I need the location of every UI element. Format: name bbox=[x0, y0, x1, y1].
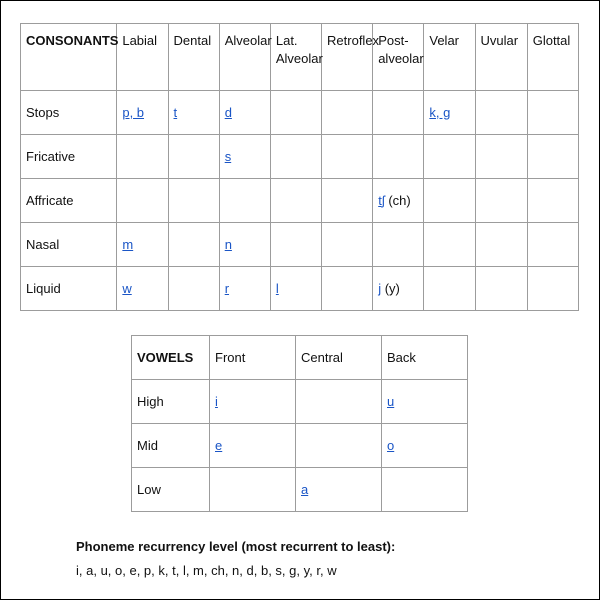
cell bbox=[322, 179, 373, 223]
column-header-retroflex: Retroflex bbox=[322, 24, 373, 91]
table-row bbox=[21, 179, 579, 223]
phoneme-link[interactable]: e bbox=[215, 437, 223, 453]
cell bbox=[117, 91, 168, 135]
column-header-post-alveolar: Post-alveolar bbox=[373, 24, 424, 91]
cell bbox=[168, 179, 219, 223]
table-row bbox=[21, 223, 579, 267]
table-row bbox=[21, 91, 579, 135]
phoneme-note: (y) bbox=[384, 280, 400, 296]
cell bbox=[424, 267, 475, 311]
cell bbox=[117, 135, 168, 179]
row-label-low: Low bbox=[132, 468, 210, 512]
cell bbox=[270, 91, 321, 135]
cell bbox=[210, 380, 296, 424]
phoneme-link[interactable]: n bbox=[224, 236, 232, 252]
cell bbox=[296, 424, 382, 468]
cell bbox=[373, 179, 424, 223]
table-row bbox=[21, 135, 579, 179]
column-header-velar: Velar bbox=[424, 24, 475, 91]
cell bbox=[382, 424, 468, 468]
cell bbox=[168, 223, 219, 267]
table-row bbox=[21, 267, 579, 311]
cell bbox=[210, 424, 296, 468]
cell bbox=[373, 223, 424, 267]
cell bbox=[270, 223, 321, 267]
cell bbox=[475, 267, 527, 311]
cell bbox=[210, 468, 296, 512]
row-label-fricative: Fricative bbox=[21, 135, 117, 179]
cell bbox=[424, 135, 475, 179]
cell bbox=[270, 267, 321, 311]
phoneme-link[interactable]: tʃ bbox=[378, 192, 385, 208]
table-row bbox=[132, 380, 468, 424]
column-header-front: Front bbox=[210, 336, 296, 380]
phoneme-link[interactable]: o bbox=[387, 437, 395, 453]
cell bbox=[475, 179, 527, 223]
vowels-corner-label: VOWELS bbox=[132, 336, 210, 380]
table-row bbox=[132, 424, 468, 468]
cell bbox=[527, 267, 578, 311]
cell bbox=[373, 135, 424, 179]
cell bbox=[373, 91, 424, 135]
vowels-header-row bbox=[132, 336, 468, 380]
phoneme-link[interactable]: p, b bbox=[122, 104, 145, 120]
row-label-affricate: Affricate bbox=[21, 179, 117, 223]
cell bbox=[117, 267, 168, 311]
cell bbox=[424, 223, 475, 267]
phoneme-link[interactable]: r bbox=[224, 280, 230, 296]
column-header-alveolar: Alveolar bbox=[219, 24, 270, 91]
phoneme-link[interactable]: a bbox=[301, 481, 309, 497]
cell bbox=[527, 91, 578, 135]
vowels-table bbox=[131, 335, 468, 512]
phoneme-link[interactable]: s bbox=[224, 148, 232, 164]
table-row bbox=[132, 468, 468, 512]
row-label-mid: Mid bbox=[132, 424, 210, 468]
cell bbox=[527, 135, 578, 179]
consonants-header-row bbox=[21, 24, 579, 91]
phoneme-link[interactable]: u bbox=[387, 393, 395, 409]
phoneme-note: (ch) bbox=[388, 192, 411, 208]
column-header-lat-alveolar: Lat. Alveolar bbox=[270, 24, 321, 91]
cell bbox=[475, 135, 527, 179]
cell bbox=[168, 267, 219, 311]
cell bbox=[296, 380, 382, 424]
cell bbox=[168, 135, 219, 179]
cell bbox=[270, 179, 321, 223]
column-header-back: Back bbox=[382, 336, 468, 380]
cell bbox=[117, 179, 168, 223]
column-header-labial: Labial bbox=[117, 24, 168, 91]
row-label-high: High bbox=[132, 380, 210, 424]
row-label-liquid: Liquid bbox=[21, 267, 117, 311]
cell bbox=[527, 179, 578, 223]
cell bbox=[424, 91, 475, 135]
phoneme-link[interactable]: d bbox=[224, 104, 232, 120]
cell bbox=[219, 135, 270, 179]
cell bbox=[322, 267, 373, 311]
cell bbox=[475, 223, 527, 267]
phoneme-link[interactable]: t bbox=[173, 104, 178, 120]
cell bbox=[373, 267, 424, 311]
cell bbox=[322, 91, 373, 135]
column-header-central: Central bbox=[296, 336, 382, 380]
cell bbox=[527, 223, 578, 267]
consonants-table bbox=[20, 23, 579, 311]
phoneme-link[interactable]: l bbox=[275, 280, 279, 296]
cell bbox=[382, 468, 468, 512]
phoneme-link[interactable]: k, g bbox=[429, 104, 451, 120]
cell bbox=[117, 223, 168, 267]
cell bbox=[219, 179, 270, 223]
recurrency-list: i, a, u, o, e, p, k, t, l, m, ch, n, d, b, s, g, y, r, w bbox=[76, 563, 337, 578]
cell bbox=[475, 91, 527, 135]
recurrency-title: Phoneme recurrency level (most recurrent to least): bbox=[76, 539, 396, 554]
row-label-nasal: Nasal bbox=[21, 223, 117, 267]
phoneme-link[interactable]: j bbox=[378, 280, 382, 296]
phoneme-link[interactable]: w bbox=[122, 280, 132, 296]
cell bbox=[296, 468, 382, 512]
column-header-glottal: Glottal bbox=[527, 24, 578, 91]
phoneme-link[interactable]: m bbox=[122, 236, 134, 252]
column-header-dental: Dental bbox=[168, 24, 219, 91]
consonants-corner-label: CONSONANTS bbox=[21, 24, 117, 91]
cell bbox=[424, 179, 475, 223]
cell bbox=[168, 91, 219, 135]
cell bbox=[219, 267, 270, 311]
cell bbox=[322, 223, 373, 267]
cell bbox=[219, 91, 270, 135]
phoneme-link[interactable]: i bbox=[215, 393, 218, 409]
cell bbox=[270, 135, 321, 179]
cell bbox=[219, 223, 270, 267]
cell bbox=[382, 380, 468, 424]
row-label-stops: Stops bbox=[21, 91, 117, 135]
cell bbox=[322, 135, 373, 179]
column-header-uvular: Uvular bbox=[475, 24, 527, 91]
